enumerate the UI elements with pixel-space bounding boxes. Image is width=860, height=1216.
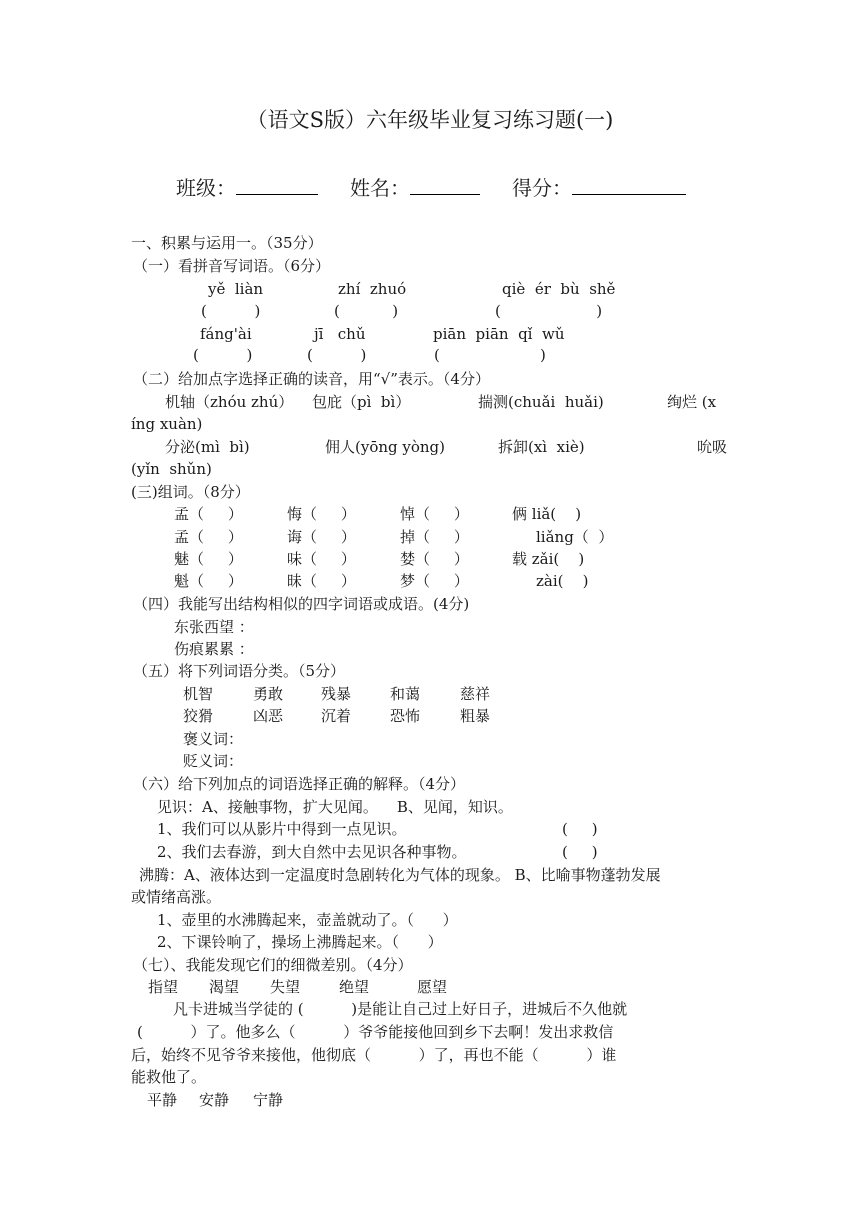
word-item[interactable]: 魁（ ）: [174, 572, 243, 590]
word-item: 恐怖: [390, 707, 421, 725]
answer-bracket[interactable]: ( ): [193, 346, 253, 364]
word-item: 狡猾: [183, 707, 214, 725]
reading-choice-wrap: (yǐn shǔn): [131, 460, 212, 478]
class-label: 班级：: [176, 176, 236, 200]
word-item[interactable]: 梦（ ）: [400, 572, 469, 590]
score-label: 得分：: [512, 176, 572, 200]
word-item[interactable]: 诲（ ）: [287, 528, 356, 546]
q7-heading: （七）、我能发现它们的细微差别。（4分）: [133, 956, 413, 974]
paragraph-line: 后，始终不见爷爷来接他，他彻底（ ）了，再也不能（ ）谁: [131, 1046, 617, 1064]
reading-choice: 佣人(yōng yòng): [325, 438, 446, 456]
score-field: [512, 172, 686, 202]
word-item: 宁静: [253, 1091, 284, 1109]
answer-bracket[interactable]: ( ): [334, 302, 399, 320]
pinyin-text: fáng'ài: [200, 325, 252, 343]
reading-choice: 揣测(chuǎi huǎi): [478, 393, 604, 411]
idiom-item: 东张西望 ：: [174, 618, 254, 636]
pinyin-text: yě liàn: [208, 280, 264, 298]
word-item: 慈祥: [460, 685, 491, 703]
word-item: 绝望: [339, 978, 370, 996]
word-item: 愿望: [417, 978, 448, 996]
pinyin-text: qiè ér bù shě: [502, 280, 616, 298]
paragraph-line: 能救他了。: [131, 1068, 207, 1086]
pinyin-text: jī chǔ: [314, 325, 366, 343]
name-blank[interactable]: [410, 172, 480, 195]
q4-heading: （四）我能写出结构相似的四字词语或成语。(4分): [133, 595, 470, 613]
word-item: 平静: [147, 1091, 178, 1109]
word-item: 和蔼: [390, 685, 421, 703]
answer-bracket[interactable]: ( ): [307, 346, 367, 364]
word-item[interactable]: 味（ ）: [287, 550, 356, 568]
word-item[interactable]: 魅（ ）: [174, 550, 243, 568]
reading-choice: 包庇（pì bì）: [312, 393, 411, 411]
definition-text: 见识：A、接触事物，扩大见闻。 B、见闻，知识。: [157, 798, 513, 816]
name-field: [350, 172, 480, 202]
word-item[interactable]: liǎng（ ）: [536, 528, 614, 546]
sentence-text: 1、壶里的水沸腾起来，壶盖就动了。（ ）: [157, 911, 458, 929]
idiom-item: 伤痕累累 ：: [174, 640, 254, 658]
sentence-text: 1、我们可以从影片中得到一点见识。: [157, 820, 407, 838]
answer-bracket[interactable]: ( ): [201, 302, 261, 320]
answer-bracket[interactable]: ( ): [562, 843, 598, 861]
q5-heading: （五）将下列词语分类。（5分）: [133, 662, 346, 680]
word-item: 残暴: [321, 685, 352, 703]
section-heading: 一、积累与运用一。（35分）: [131, 234, 323, 252]
word-item[interactable]: zài( ): [536, 572, 589, 590]
word-item[interactable]: 载 zǎi( ): [512, 550, 585, 568]
q2-heading: （二）给加点字选择正确的读音，用“√”表示。（4分）: [133, 370, 490, 388]
word-item[interactable]: 孟（ ）: [174, 528, 243, 546]
answer-bracket[interactable]: ( ): [495, 302, 603, 320]
sentence-text: 2、下课铃响了，操场上沸腾起来。（ ）: [157, 933, 443, 951]
word-item[interactable]: 孟（ ）: [174, 505, 243, 523]
page-title: （语文S版）六年级毕业复习练习题(一): [246, 108, 614, 132]
sentence-text: 2、我们去春游，到大自然中去见识各种事物。: [157, 843, 467, 861]
reading-choice: 拆卸(xì xiè): [498, 438, 585, 456]
word-item[interactable]: 俩 liǎ( ): [512, 505, 582, 523]
paragraph-line: 凡卡进城当学徒的 ( )是能让自己过上好日子，进城后不久他就: [173, 1000, 628, 1018]
score-blank[interactable]: [572, 172, 686, 195]
class-field: [176, 172, 318, 202]
definition-text: 沸腾：A、液体达到一定温度时急剧转化为气体的现象。 B、比喻事物蓬勃发展: [139, 866, 661, 884]
name-label: 姓名：: [350, 176, 410, 200]
word-item: 沉着: [321, 707, 352, 725]
word-item[interactable]: 婪（ ）: [400, 550, 469, 568]
reading-choice: 吮吸: [697, 438, 728, 456]
answer-bracket[interactable]: ( ): [434, 346, 546, 364]
pinyin-text: zhí zhuó: [338, 280, 407, 298]
reading-choice: 绚烂 (x: [667, 393, 717, 411]
q6-heading: （六）给下列加点的词语选择正确的解释。（4分）: [133, 775, 466, 793]
q3-heading: (三)组词。（8分）: [131, 483, 250, 501]
praise-words-label: 褒义词：: [183, 730, 244, 748]
q1-heading: （一）看拼音写词语。（6分）: [133, 257, 331, 275]
reading-choice: 机轴（zhóu zhú）: [165, 393, 294, 411]
word-item: 指望: [148, 978, 179, 996]
word-item[interactable]: 昧（ ）: [287, 572, 356, 590]
word-item[interactable]: 悼（ ）: [400, 505, 469, 523]
reading-choice: 分泌(mì bì): [165, 438, 250, 456]
word-item: 安静: [199, 1091, 230, 1109]
word-item[interactable]: 掉（ ）: [400, 528, 469, 546]
word-item: 机智: [183, 685, 214, 703]
derog-words-label: 贬义词：: [183, 752, 244, 770]
word-item: 失望: [270, 978, 301, 996]
answer-bracket[interactable]: ( ): [562, 820, 598, 838]
word-item: 渴望: [209, 978, 240, 996]
reading-choice-wrap: íng xuàn): [131, 415, 203, 433]
definition-text: 或情绪高涨。: [131, 888, 222, 906]
paragraph-line: ( ）了。他多么（ ）爷爷能接他回到乡下去啊！发出求救信: [137, 1023, 614, 1041]
class-blank[interactable]: [236, 172, 318, 195]
word-item: 勇敢: [253, 685, 284, 703]
word-item: 粗暴: [460, 707, 491, 725]
word-item: 凶恶: [253, 707, 284, 725]
pinyin-text: piān piān qǐ wǔ: [433, 325, 565, 343]
word-item[interactable]: 悔（ ）: [287, 505, 356, 523]
